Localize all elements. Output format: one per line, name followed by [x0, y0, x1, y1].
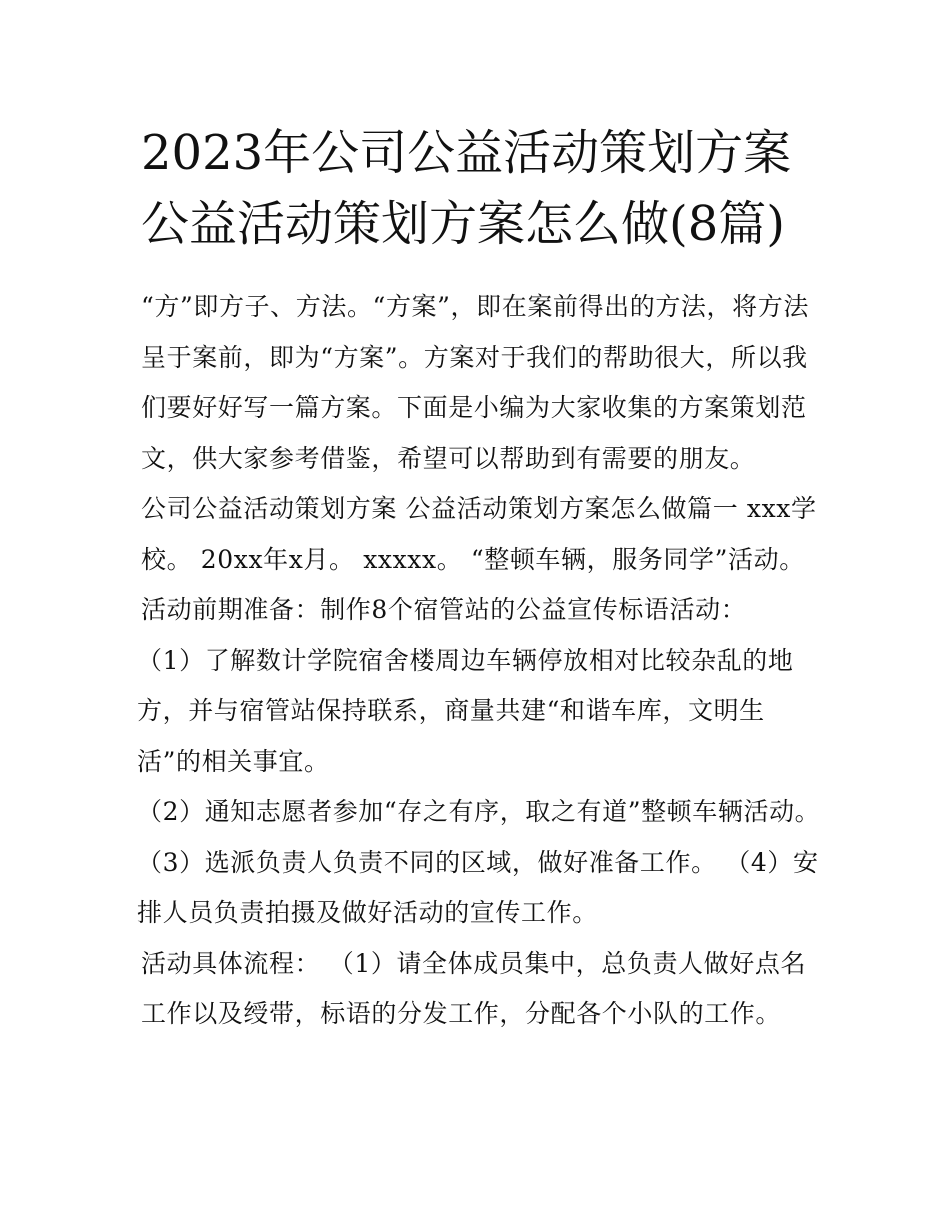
- preparation-heading: 活动前期准备：制作8个宿管站的公益宣传标语活动：: [141, 595, 747, 624]
- document-body: [137, 282, 821, 1040]
- intro-paragraph: “方”即方子、方法。“方案”，即在案前得出的方法，将方法呈于案前，即为“方案”。方案对于我们的帮助很大，所以我们要好好写一篇方案。下面是小编为大家收集的方案策划范文，供大家参考借鉴，希望可以帮助到有需要的朋友。: [141, 292, 809, 473]
- preparation-item-1: （1）了解数计学院宿舍楼周边车辆停放相对比较杂乱的地方，并与宿管站保持联系，商量共建“和谐车库，文明生活”的相关事宜。: [137, 645, 794, 776]
- document-page: [137, 118, 821, 1040]
- preparation-item-2: （2）通知志愿者参加“存之有序，取之有道”整顿车辆活动。: [137, 797, 821, 826]
- article-heading-paragraph: 公司公益活动策划方案 公益活动策划方案怎么做篇一 xxx学校。 20xx年x月。 xxxxx。 “整顿车辆，服务同学”活动。: [141, 494, 817, 574]
- document-title: 2023年公司公益活动策划方案公益活动策划方案怎么做(8篇): [141, 125, 792, 252]
- preparation-item-3-4: （3）选派负责人负责不同的区域，做好准备工作。 （4）安排人员负责拍摄及做好活动的宣传工作。: [137, 847, 819, 927]
- process-paragraph: 活动具体流程： （1）请全体成员集中，总负责人做好点名工作以及绶带，标语的分发工作，分配各个小队的工作。: [141, 948, 807, 1028]
